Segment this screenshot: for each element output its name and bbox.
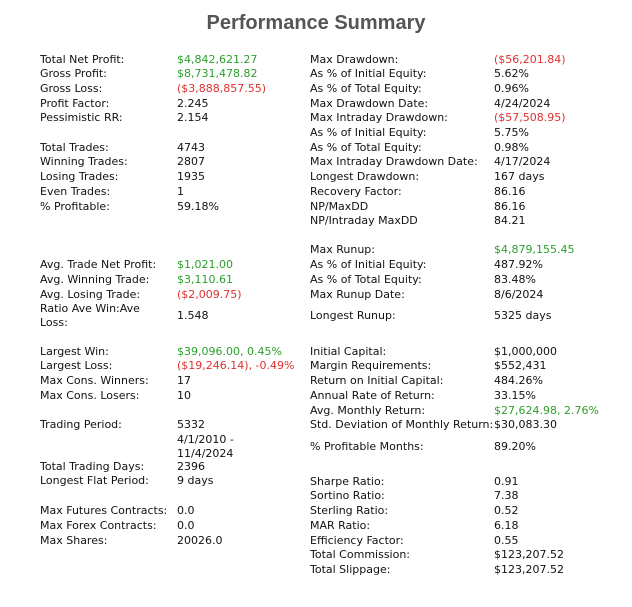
metric-value: 5.75% (494, 126, 529, 139)
metric-value: 2396 (177, 460, 205, 473)
metric-value: $30,083.30 (494, 418, 557, 431)
metric-value: 6.18 (494, 519, 519, 532)
metric-label: NP/MaxDD (310, 200, 369, 213)
metric-value: ($56,201.84) (494, 53, 566, 66)
metric-label: MAR Ratio: (310, 519, 371, 532)
metric-label: Max Futures Contracts: (40, 504, 168, 517)
metric-label: NP/Intraday MaxDD (310, 214, 418, 227)
metric-value: $123,207.52 (494, 563, 564, 576)
metric-value: 2807 (177, 155, 205, 168)
metric-label: Even Trades: (40, 185, 111, 198)
metric-label: Longest Drawdown: (310, 170, 420, 183)
metric-value: $3,110.61 (177, 273, 233, 286)
metric-value: $4,879,155.45 (494, 243, 575, 256)
metric-value: 33.15% (494, 389, 536, 402)
metric-value: 0.55 (494, 534, 519, 547)
metric-value: 0.98% (494, 141, 529, 154)
metric-value: $552,431 (494, 359, 547, 372)
metric-value: $27,624.98, 2.76% (494, 404, 599, 417)
metric-label: Longest Flat Period: (40, 474, 149, 487)
metric-label: Max Shares: (40, 534, 108, 547)
metric-value: 10 (177, 389, 191, 402)
metric-value: 0.0 (177, 504, 195, 517)
metric-value: 83.48% (494, 273, 536, 286)
metric-label: Max Intraday Drawdown Date: (310, 155, 478, 168)
metric-value: ($3,888,857.55) (177, 82, 267, 95)
metric-label: Margin Requirements: (310, 359, 432, 372)
metric-label: % Profitable: (40, 200, 110, 213)
metric-label: As % of Initial Equity: (310, 126, 427, 139)
metric-label: Largest Loss: (40, 359, 113, 372)
metric-value: 4/1/2010 - 11/4/2024 (177, 433, 234, 460)
metric-label: Total Net Profit: (40, 53, 125, 66)
metric-value: $4,842,621.27 (177, 53, 258, 66)
metric-label: Sterling Ratio: (310, 504, 389, 517)
metric-label: Std. Deviation of Monthly Return: (310, 418, 494, 431)
metric-label: Total Trades: (40, 141, 109, 154)
metric-value: 1 (177, 185, 184, 198)
metric-value: 1935 (177, 170, 205, 183)
metric-value: 0.0 (177, 519, 195, 532)
metric-label: Return on Initial Capital: (310, 374, 444, 387)
metric-value: 2.245 (177, 97, 209, 110)
metric-value: 84.21 (494, 214, 526, 227)
metric-value: 4/24/2024 (494, 97, 551, 110)
metric-value: 5325 days (494, 309, 552, 322)
metric-label: Max Intraday Drawdown: (310, 111, 448, 124)
metric-value: 17 (177, 374, 191, 387)
metric-label: Total Trading Days: (40, 460, 145, 473)
metric-label: Max Forex Contracts: (40, 519, 157, 532)
metric-label: As % of Total Equity: (310, 82, 422, 95)
metric-label: Max Cons. Winners: (40, 374, 149, 387)
metric-label: As % of Initial Equity: (310, 258, 427, 271)
metric-label: Total Commission: (310, 548, 411, 561)
metric-value: 20026.0 (177, 534, 223, 547)
metric-label: Sharpe Ratio: (310, 475, 385, 488)
metric-label: Losing Trades: (40, 170, 119, 183)
metric-label: Ratio Ave Win:Ave Loss: (40, 302, 140, 329)
metric-label: Sortino Ratio: (310, 489, 385, 502)
metric-label: Pessimistic RR: (40, 111, 123, 124)
metric-value: 4/17/2024 (494, 155, 551, 168)
metric-label: Max Drawdown Date: (310, 97, 429, 110)
metric-label: Max Runup: (310, 243, 375, 256)
metric-label: Total Slippage: (310, 563, 391, 576)
metric-value: 59.18% (177, 200, 219, 213)
metric-value: 487.92% (494, 258, 543, 271)
metric-value: $1,021.00 (177, 258, 233, 271)
metric-value: $39,096.00, 0.45% (177, 345, 282, 358)
metric-label: Max Runup Date: (310, 288, 405, 301)
metric-value: 0.52 (494, 504, 519, 517)
metric-value: 1.548 (177, 309, 209, 322)
metric-value: 86.16 (494, 200, 526, 213)
metric-label: Avg. Trade Net Profit: (40, 258, 157, 271)
metric-value: 9 days (177, 474, 214, 487)
page-title: Performance Summary (206, 12, 426, 34)
metric-value: 8/6/2024 (494, 288, 544, 301)
metric-label: As % of Initial Equity: (310, 67, 427, 80)
metric-value: 7.38 (494, 489, 519, 502)
metric-value: ($57,508.95) (494, 111, 566, 124)
metric-label: Avg. Winning Trade: (40, 273, 150, 286)
metric-value: 0.91 (494, 475, 519, 488)
metric-value: 89.20% (494, 440, 536, 453)
metric-label: Longest Runup: (310, 309, 396, 322)
metric-label: % Profitable Months: (310, 440, 424, 453)
metric-label: Initial Capital: (310, 345, 387, 358)
metric-value: 167 days (494, 170, 545, 183)
metric-label: Avg. Losing Trade: (40, 288, 141, 301)
metric-label: Winning Trades: (40, 155, 128, 168)
metric-value: $123,207.52 (494, 548, 564, 561)
metric-label: As % of Total Equity: (310, 273, 422, 286)
metric-value: $8,731,478.82 (177, 67, 258, 80)
metric-label: Trading Period: (40, 418, 122, 431)
metric-label: As % of Total Equity: (310, 141, 422, 154)
metric-label: Max Cons. Losers: (40, 389, 140, 402)
metric-label: Efficiency Factor: (310, 534, 404, 547)
metric-value: 2.154 (177, 111, 209, 124)
metric-value: ($19,246.14), -0.49% (177, 359, 295, 372)
metric-value: 4743 (177, 141, 205, 154)
metric-label: Annual Rate of Return: (310, 389, 435, 402)
metric-value: 86.16 (494, 185, 526, 198)
metric-value: $1,000,000 (494, 345, 557, 358)
metric-label: Gross Profit: (40, 67, 107, 80)
metric-label: Largest Win: (40, 345, 109, 358)
metric-value: 0.96% (494, 82, 529, 95)
metric-value: 5332 (177, 418, 205, 431)
metric-value: 484.26% (494, 374, 543, 387)
metric-label: Avg. Monthly Return: (310, 404, 426, 417)
metric-label: Recovery Factor: (310, 185, 402, 198)
metric-value: ($2,009.75) (177, 288, 242, 301)
metric-label: Max Drawdown: (310, 53, 399, 66)
metric-label: Profit Factor: (40, 97, 110, 110)
metric-label: Gross Loss: (40, 82, 103, 95)
metric-value: 5.62% (494, 67, 529, 80)
